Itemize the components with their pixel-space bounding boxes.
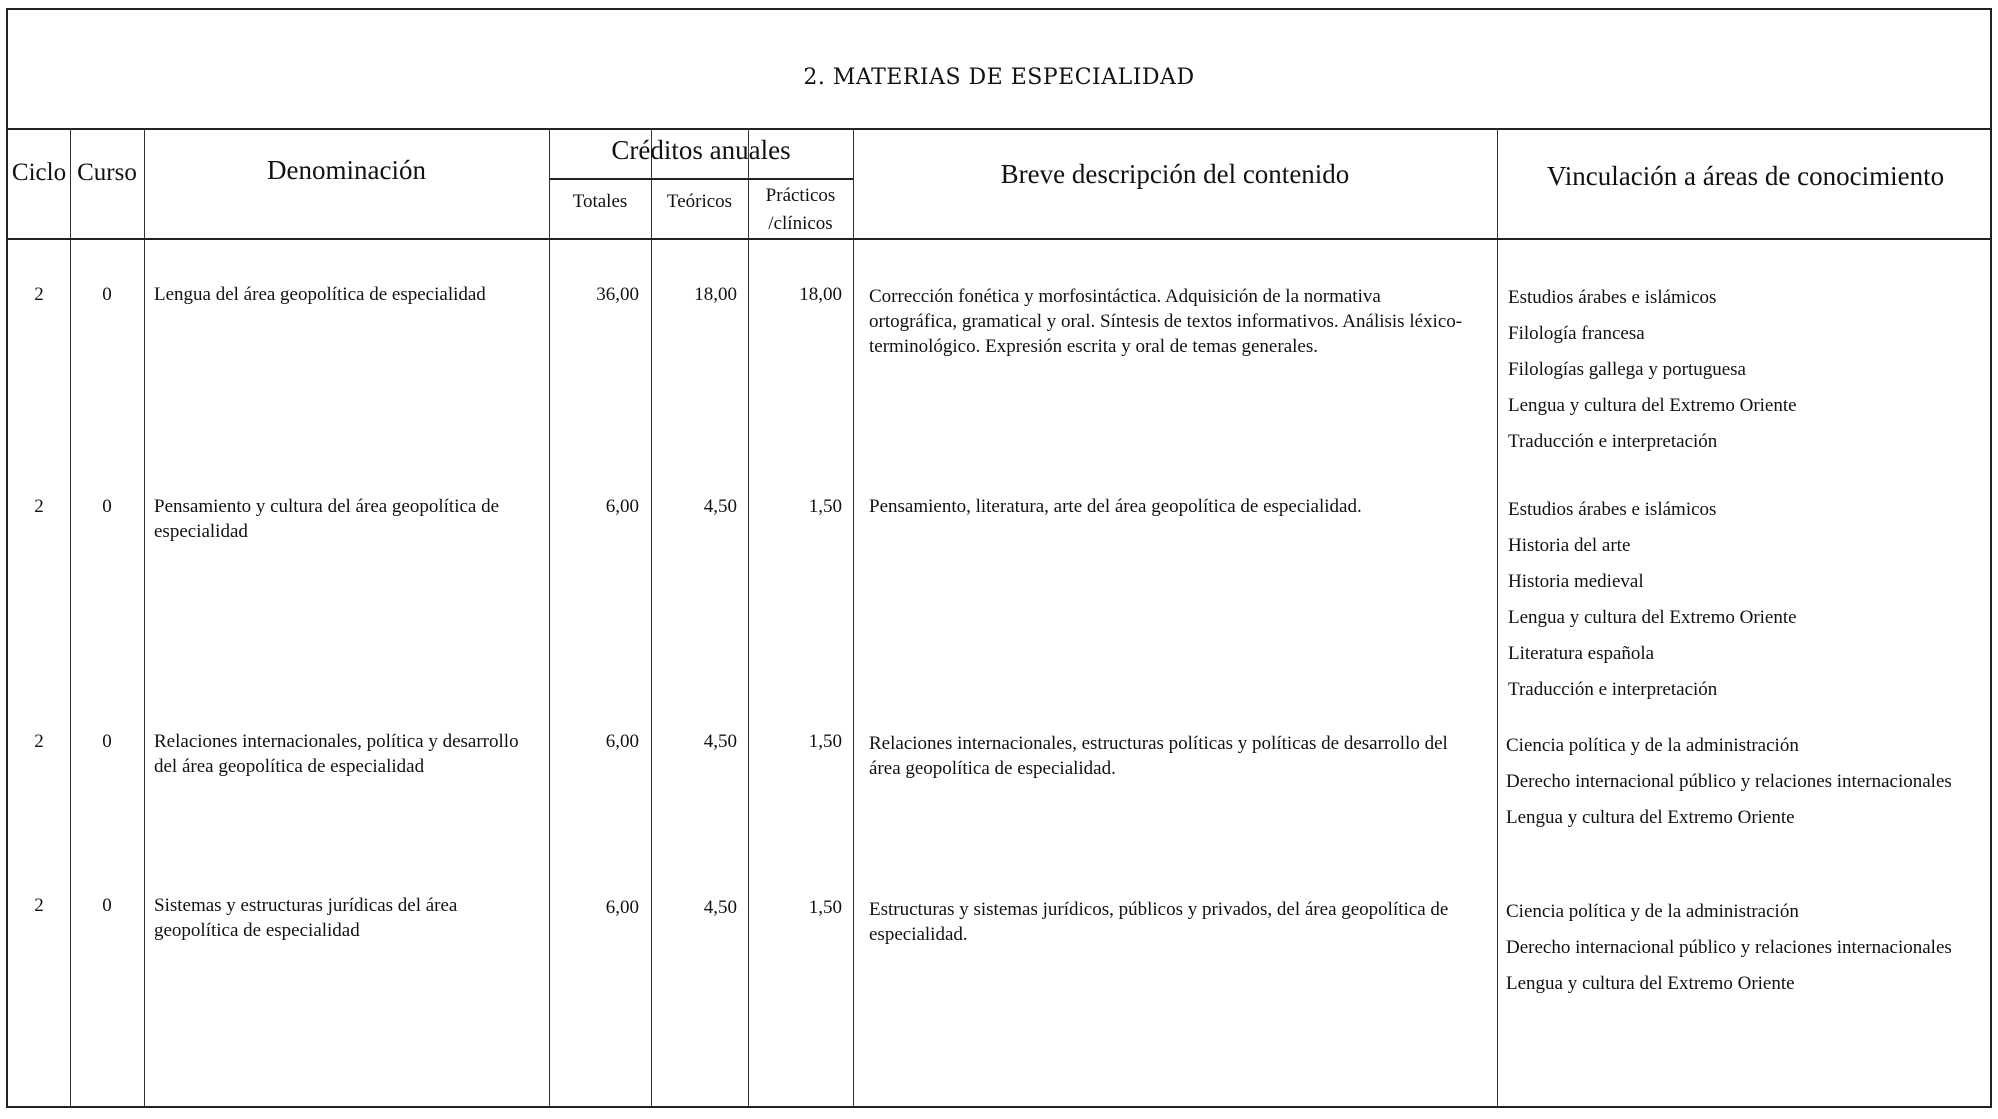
header-creditos: Créditos anuales xyxy=(611,135,791,165)
header-curso: Curso xyxy=(77,159,137,186)
cell-areas xyxy=(1508,286,1978,466)
cell-curso: 0 xyxy=(102,284,112,305)
area-item: Lengua y cultura del Extremo Oriente xyxy=(1506,807,1795,828)
cell-practicos: 1,50 xyxy=(808,731,842,752)
column-divider xyxy=(70,128,71,1106)
cell-areas xyxy=(1506,734,1976,842)
area-item: Ciencia política y de la administración xyxy=(1506,901,1799,922)
cell-practicos: 1,50 xyxy=(808,897,842,918)
header-ciclo: Ciclo xyxy=(11,159,67,186)
area-item: Derecho internacional público y relaciones internacionales xyxy=(1506,771,1952,792)
header-practicos xyxy=(748,182,853,238)
area-item: Lengua y cultura del Extremo Oriente xyxy=(1506,973,1795,994)
area-item: Ciencia política y de la administración xyxy=(1506,735,1799,756)
area-item: Traducción e interpretación xyxy=(1508,431,1718,452)
cell-teoricos: 4,50 xyxy=(703,496,737,517)
cell-totales: 6,00 xyxy=(605,496,639,517)
cell-ciclo: 2 xyxy=(34,731,44,752)
cell-descripcion: Estructuras y sistemas jurídicos, públicos y privados, del área geopolítica de especialidad. xyxy=(869,899,1449,945)
cell-ciclo: 2 xyxy=(34,284,44,305)
header-descripcion: Breve descripción del contenido xyxy=(1000,159,1350,189)
cell-ciclo: 2 xyxy=(34,895,44,916)
cell-curso: 0 xyxy=(102,731,112,752)
cell-totales: 6,00 xyxy=(605,731,639,752)
table-frame xyxy=(6,8,1992,1108)
cell-denominacion: Relaciones internacionales, política y desarrollo del área geopolítica de especialidad xyxy=(154,731,519,777)
cell-totales: 36,00 xyxy=(596,284,639,305)
cell-denominacion: Sistemas y estructuras jurídicas del área geopolítica de especialidad xyxy=(154,895,458,941)
cell-teoricos: 18,00 xyxy=(694,284,737,305)
area-item: Literatura española xyxy=(1508,643,1655,664)
header-denominacion: Denominación xyxy=(267,155,426,185)
area-item: Lengua y cultura del Extremo Oriente xyxy=(1508,607,1797,628)
column-divider xyxy=(651,128,652,1106)
area-item: Lengua y cultura del Extremo Oriente xyxy=(1508,395,1797,416)
area-item: Derecho internacional público y relaciones internacionales xyxy=(1506,937,1952,958)
title-band xyxy=(8,10,1990,130)
area-item: Filología francesa xyxy=(1508,323,1645,344)
page-title: 2. MATERIAS DE ESPECIALIDAD xyxy=(803,65,1195,90)
cell-descripcion: Pensamiento, literatura, arte del área geopolítica de especialidad. xyxy=(869,496,1362,517)
column-divider xyxy=(1497,128,1498,1106)
header-practicos-line1: Prácticos xyxy=(765,185,836,206)
area-item: Estudios árabes e islámicos xyxy=(1508,499,1717,520)
cell-areas xyxy=(1508,498,1978,714)
cell-practicos: 1,50 xyxy=(808,496,842,517)
cell-descripcion: Corrección fonética y morfosintáctica. Adquisición de la normativa ortográfica, gramatical y oral. Síntesis de textos informativos. Análisis léxico-terminológico. Expresión escrita y oral de temas generales. xyxy=(869,286,1463,357)
header-practicos-line2: /clínicos xyxy=(768,213,833,234)
column-divider xyxy=(853,128,854,1106)
header-vinculacion: Vinculación a áreas de conocimiento xyxy=(1546,161,1945,191)
cell-ciclo: 2 xyxy=(34,496,44,517)
column-divider xyxy=(748,128,749,1106)
cell-teoricos: 4,50 xyxy=(703,731,737,752)
area-item: Historia medieval xyxy=(1508,571,1644,592)
cell-practicos: 18,00 xyxy=(799,284,842,305)
area-item: Filologías gallega y portuguesa xyxy=(1508,359,1746,380)
cell-denominacion: Pensamiento y cultura del área geopolítica de especialidad xyxy=(154,496,500,542)
area-item: Estudios árabes e islámicos xyxy=(1508,287,1717,308)
header-bottom-rule xyxy=(8,238,1990,240)
area-item: Traducción e interpretación xyxy=(1508,679,1718,700)
cell-curso: 0 xyxy=(102,496,112,517)
cell-curso: 0 xyxy=(102,895,112,916)
cell-descripcion: Relaciones internacionales, estructuras políticas y políticas de desarrollo del área geopolítica de especialidad. xyxy=(869,733,1448,779)
header-teoricos: Teóricos xyxy=(666,191,733,212)
cell-teoricos: 4,50 xyxy=(703,897,737,918)
column-divider xyxy=(549,128,550,1106)
area-item: Historia del arte xyxy=(1508,535,1631,556)
credits-header-divider xyxy=(549,178,853,180)
cell-totales: 6,00 xyxy=(605,897,639,918)
cell-areas xyxy=(1506,900,1976,1008)
column-divider xyxy=(144,128,145,1106)
header-totales: Totales xyxy=(572,191,628,212)
cell-denominacion: Lengua del área geopolítica de especialidad xyxy=(154,284,486,305)
